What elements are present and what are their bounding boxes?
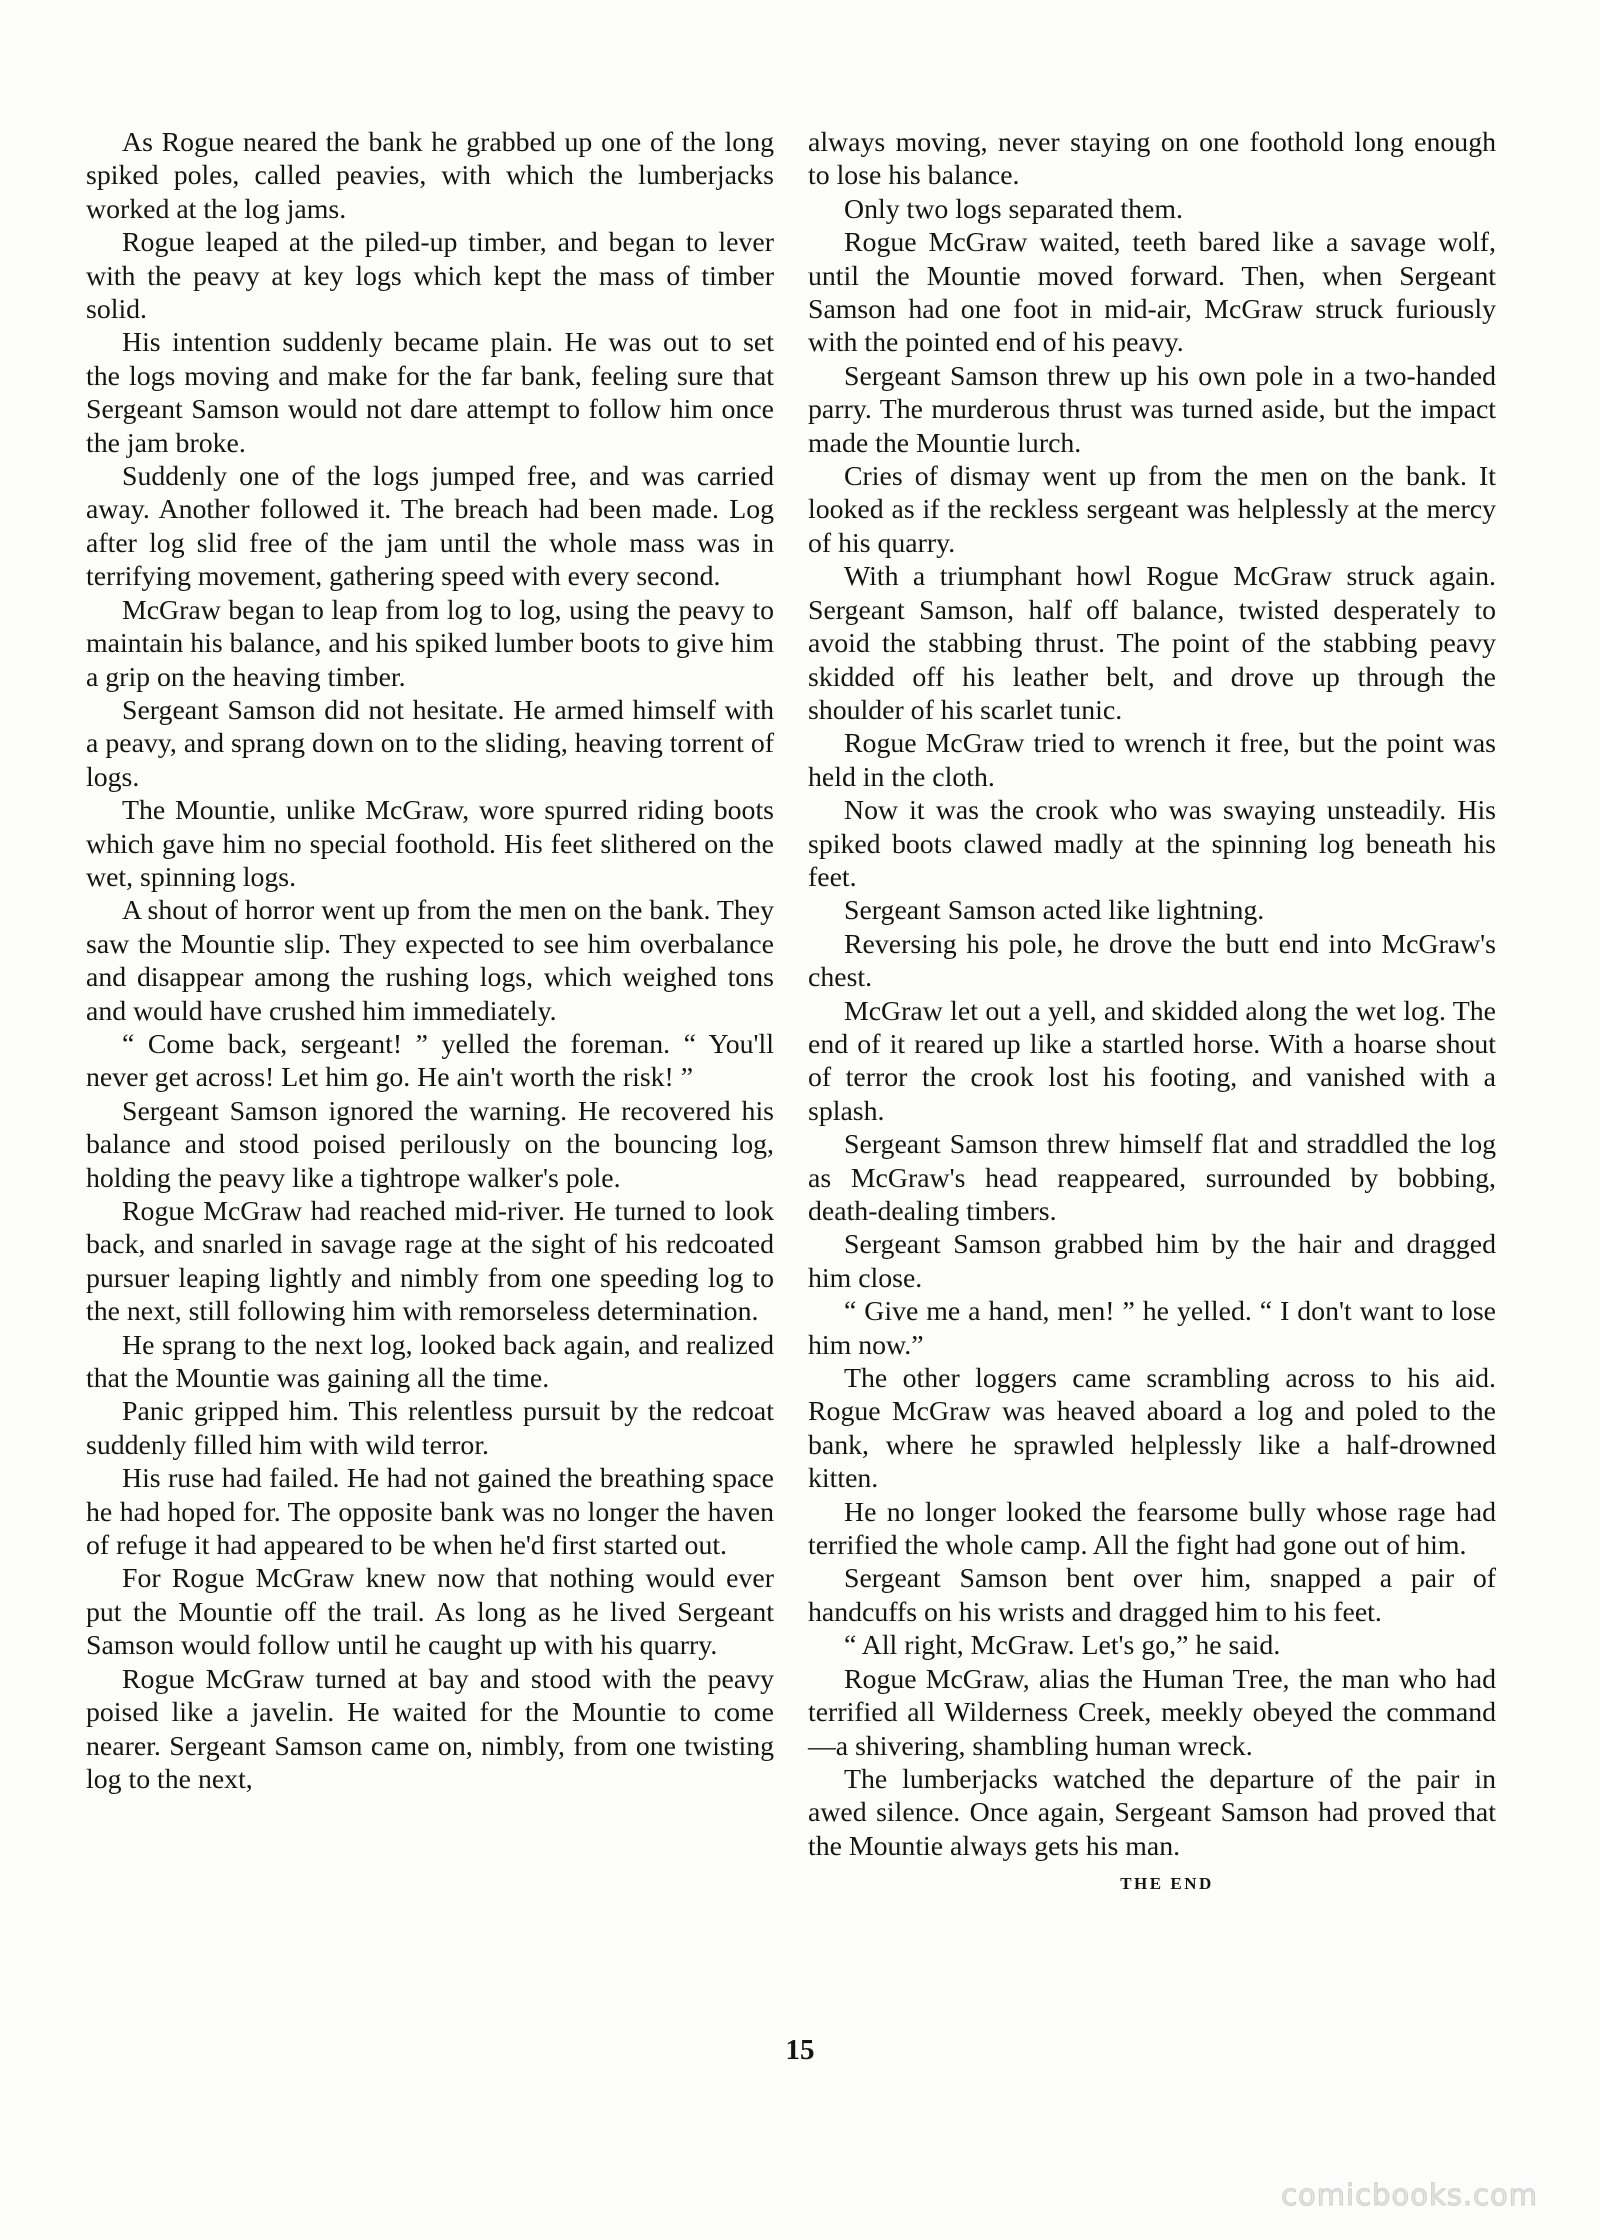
paragraph: Sergeant Samson did not hesitate. He armed himself with a peavy, and sprang down on to the sliding, heaving torrent of logs.: [86, 694, 774, 793]
paragraph: The other loggers came scrambling across to his aid. Rogue McGraw was heaved aboard a log and poled to the bank, where he sprawled helplessly like a half-drowned kitten.: [808, 1363, 1496, 1495]
page-number: 15: [785, 2034, 815, 2066]
right-column: [808, 126, 1496, 1901]
paragraph: Rogue McGraw waited, teeth bared like a savage wolf, until the Mountie moved forward. Then, when Sergeant Samson had one foot in mid-air, McGraw struck furiously with the pointed end of his peavy.: [808, 227, 1496, 359]
paragraph: His ruse had failed. He had not gained the breathing space he had hoped for. The opposite bank was no longer the haven of refuge it had appeared to be when he'd first started out.: [86, 1463, 774, 1562]
paragraph: McGraw began to leap from log to log, using the peavy to maintain his balance, and his spiked lumber boots to give him a grip on the heaving timber.: [86, 594, 774, 693]
paragraph: A shout of horror went up from the men on the bank. They saw the Mountie slip. They expected to see him overbalance and disappear among the rushing logs, which weighed tons and would have crushed him immediately.: [86, 895, 774, 1027]
paragraph: Rogue McGraw tried to wrench it free, but the point was held in the cloth.: [808, 728, 1496, 793]
paragraph: Only two logs separated them.: [844, 193, 1183, 225]
paragraph: Sergeant Samson bent over him, snapped a pair of handcuffs on his wrists and dragged him to his feet.: [808, 1563, 1496, 1628]
paragraph: Suddenly one of the logs jumped free, and was carried away. Another followed it. The breach had been made. Log after log slid free of the jam until the whole mass was in terrifying movement, gathering speed with every second.: [86, 461, 774, 593]
paragraph: Sergeant Samson ignored the warning. He recovered his balance and stood poised perilously on the bouncing log, holding the peavy like a tightrope walker's pole.: [86, 1095, 774, 1194]
paragraph: The lumberjacks watched the departure of the pair in awed silence. Once again, Sergeant Samson had proved that the Mountie always gets his man.: [808, 1763, 1496, 1862]
paragraph: With a triumphant howl Rogue McGraw struck again. Sergeant Samson, half off balance, twisted desperately to avoid the stabbing thrust. The point of the stabbing peavy skidded off his leather belt, and drove up through the shoulder of his scarlet tunic.: [808, 561, 1496, 726]
paragraph: “ Give me a hand, men! ” he yelled. “ I don't want to lose him now.”: [808, 1296, 1496, 1361]
paragraph: Reversing his pole, he drove the butt end into McGraw's chest.: [808, 928, 1496, 994]
paragraph: Rogue McGraw, alias the Human Tree, the man who had terrified all Wilderness Creek, meekly obeyed the command—a shivering, shambling human wreck.: [808, 1663, 1496, 1762]
continued-paragraph: always moving, never staying on one foothold long enough to lose his balance.: [808, 127, 1496, 192]
paragraph: Cries of dismay went up from the men on the bank. It looked as if the reckless sergeant was helplessly at the mercy of his quarry.: [808, 461, 1496, 559]
paragraph: Panic gripped him. This relentless pursuit by the redcoat suddenly filled him with wild terror.: [86, 1396, 774, 1461]
paragraph: For Rogue McGraw knew now that nothing would ever put the Mountie off the trail. As long as he lived Sergeant Samson would follow until he caught up with his quarry.: [86, 1563, 774, 1662]
paragraph: Rogue McGraw had reached mid-river. He turned to look back, and snarled in savage rage at the sight of his redcoated pursuer leaping lightly and nimbly from one speeding log to the next, still following him with remorseless determination.: [86, 1196, 774, 1328]
paragraph: As Rogue neared the bank he grabbed up one of the long spiked poles, called peavies, with which the lumberjacks worked at the log jams.: [86, 127, 774, 225]
left-column: [86, 126, 774, 1796]
paragraph: Now it was the crook who was swaying unsteadily. His spiked boots clawed madly at the spinning log beneath his feet.: [808, 795, 1496, 893]
paragraph: “ All right, McGraw. Let's go,” he said.: [844, 1630, 1281, 1662]
paragraph: Rogue McGraw turned at bay and stood with the peavy poised like a javelin. He waited for the Mountie to come nearer. Sergeant Samson came on, nimbly, from one twisting log to the next,: [86, 1663, 774, 1795]
paragraph: Sergeant Samson threw up his own pole in a two-handed parry. The murderous thrust was turned aside, but the impact made the Mountie lurch.: [808, 360, 1496, 459]
the-end-label: THE END: [1120, 1874, 1214, 1894]
paragraph: McGraw let out a yell, and skidded along the wet log. The end of it reared up like a startled horse. With a hoarse shout of terror the crook lost his footing, and vanished with a splash.: [808, 995, 1496, 1127]
right-paragraphs: [808, 193, 1496, 1863]
paragraph: “ Come back, sergeant! ” yelled the foreman. “ You'll never get across! Let him go. He ain't worth the risk! ”: [86, 1028, 774, 1094]
paragraph: Sergeant Samson grabbed him by the hair and dragged him close.: [808, 1229, 1496, 1294]
paragraph: He no longer looked the fearsome bully whose rage had terrified the whole camp. All the fight had gone out of him.: [808, 1496, 1496, 1562]
paragraph: The Mountie, unlike McGraw, wore spurred riding boots which gave him no special foothold. His feet slithered on the wet, spinning logs.: [86, 795, 774, 893]
paragraph: Sergeant Samson threw himself flat and straddled the log as McGraw's head reappeared, surrounded by bobbing, death-dealing timbers.: [808, 1129, 1496, 1227]
watermark: comicbooks.com: [1281, 2178, 1538, 2212]
paragraph: Sergeant Samson acted like lightning.: [844, 895, 1265, 927]
paragraph: His intention suddenly became plain. He was out to set the logs moving and make for the far bank, feeling sure that Sergeant Samson would not dare attempt to follow him once the jam broke.: [86, 327, 774, 459]
paragraph: Rogue leaped at the piled-up timber, and began to lever with the peavy at key logs which kept the mass of timber solid.: [86, 227, 774, 326]
paragraph: He sprang to the next log, looked back again, and realized that the Mountie was gaining all the time.: [86, 1329, 774, 1395]
